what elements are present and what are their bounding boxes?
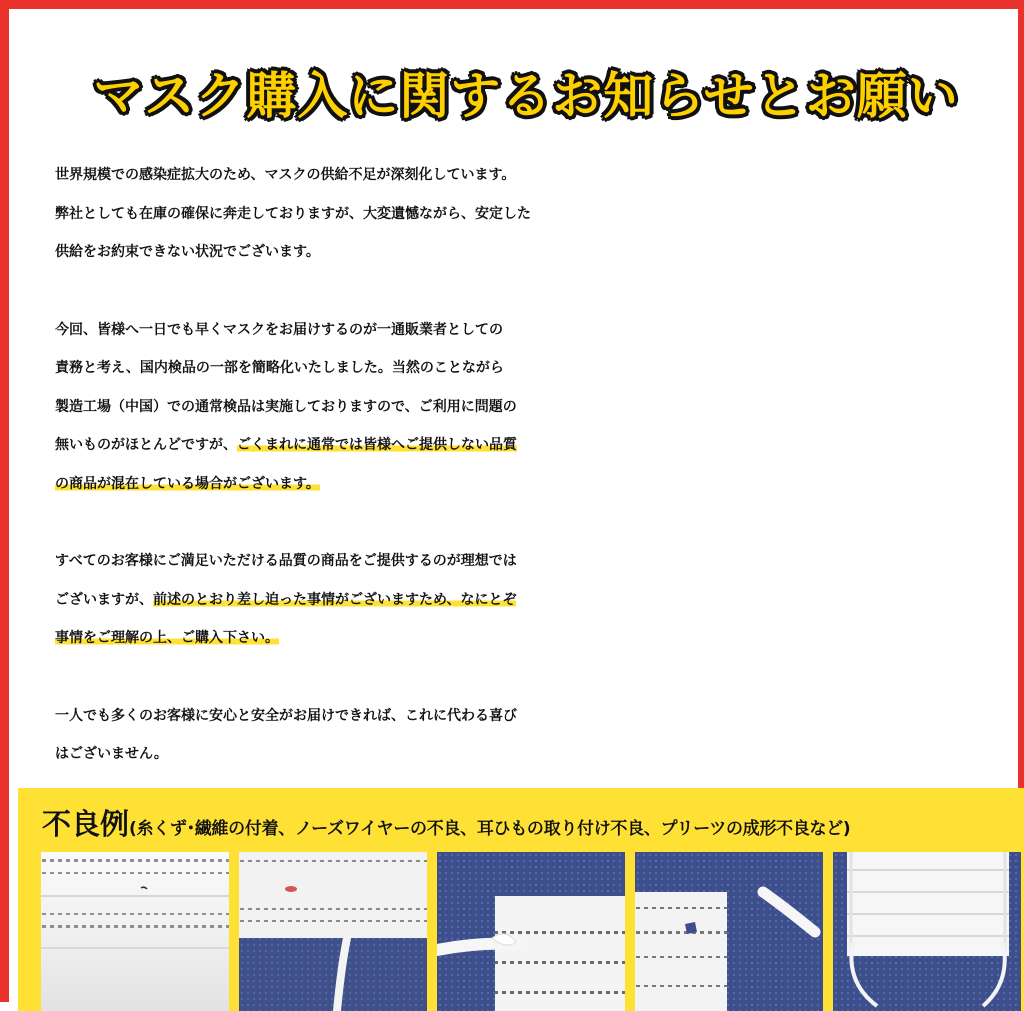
- paragraph-line: [55, 581, 1015, 620]
- paragraph-line: [55, 195, 1015, 234]
- paragraph-line: [55, 735, 1015, 774]
- highlighted-text: ごくまれに通常では皆様へご提供しない品質: [237, 437, 517, 453]
- notice-paragraph: [55, 156, 1015, 272]
- paragraph-line: [55, 619, 1015, 658]
- defect-header: [42, 802, 850, 843]
- paragraph-text: ございますが、: [55, 591, 153, 608]
- paragraph-text: すべてのお客様にご満足いただける品質の商品をご提供するのが理想では: [55, 553, 517, 569]
- paragraph-text: はございません。: [55, 746, 168, 762]
- title-banner: [45, 57, 1007, 127]
- paragraph-line: [55, 697, 1015, 736]
- notice-paragraph: [55, 311, 1015, 504]
- highlighted-text: 前述のとおり差し迫った事情がございますため、なにとぞ: [153, 591, 517, 608]
- pleat-defect-photo: [833, 852, 1021, 1011]
- paragraph-line: [55, 388, 1015, 427]
- paragraph-text: 一人でも多くのお客様に安心と安全がお届けできれば、これに代わる喜び: [55, 707, 517, 724]
- page-title: マスク購入に関するお知らせとお願い: [93, 67, 959, 125]
- notice-paragraph: [55, 542, 1015, 658]
- paragraph-line: [55, 465, 1015, 504]
- defect-examples-section: [18, 788, 1024, 1011]
- nose-wire-defect-photo: [437, 852, 625, 1011]
- defect-photo-strip: [41, 852, 1017, 1011]
- paragraph-line: [55, 233, 1015, 272]
- fiber-lint-photo: [41, 852, 229, 1011]
- paragraph-line: [55, 349, 1015, 388]
- paragraph-text: 今回、皆様へ一日でも早くマスクをお届けするのが一通販業者としての: [55, 321, 503, 338]
- defect-title: 不良例: [42, 807, 130, 841]
- stain-photo: [239, 852, 427, 1011]
- paragraph-text: 世界規模での感染症拡大のため、マスクの供給不足が深刻化しています。: [55, 167, 516, 183]
- paragraph-line: [55, 156, 1015, 195]
- paragraph-line: [55, 426, 1015, 465]
- ear-loop-defect-photo: [635, 852, 823, 1011]
- highlighted-text: 事情をご理解の上、ご購入下さい。: [55, 630, 279, 646]
- paragraph-line: [55, 542, 1015, 581]
- paragraph-text: 無いものがほとんどですが、: [55, 437, 237, 453]
- paragraph-text: 製造工場（中国）での通常検品は実施しておりますので、ご利用に問題の: [55, 398, 517, 415]
- notice-body: [55, 156, 1015, 813]
- highlighted-text: の商品が混在している場合がございます。: [55, 475, 320, 492]
- notice-paragraph: [55, 697, 1015, 774]
- paragraph-line: [55, 311, 1015, 350]
- paragraph-text: 供給をお約束できない状況でございます。: [55, 244, 320, 260]
- paragraph-text: 責務と考え、国内検品の一部を簡略化いたしました。当然のことながら: [55, 360, 504, 376]
- paragraph-text: 弊社としても在庫の確保に奔走しておりますが、大変遺憾ながら、安定した: [55, 205, 531, 222]
- defect-subtitle: (糸くず･繊維の付着、ノーズワイヤーの不良、耳ひもの取り付け不良、プリーツの成形不良など): [129, 819, 851, 839]
